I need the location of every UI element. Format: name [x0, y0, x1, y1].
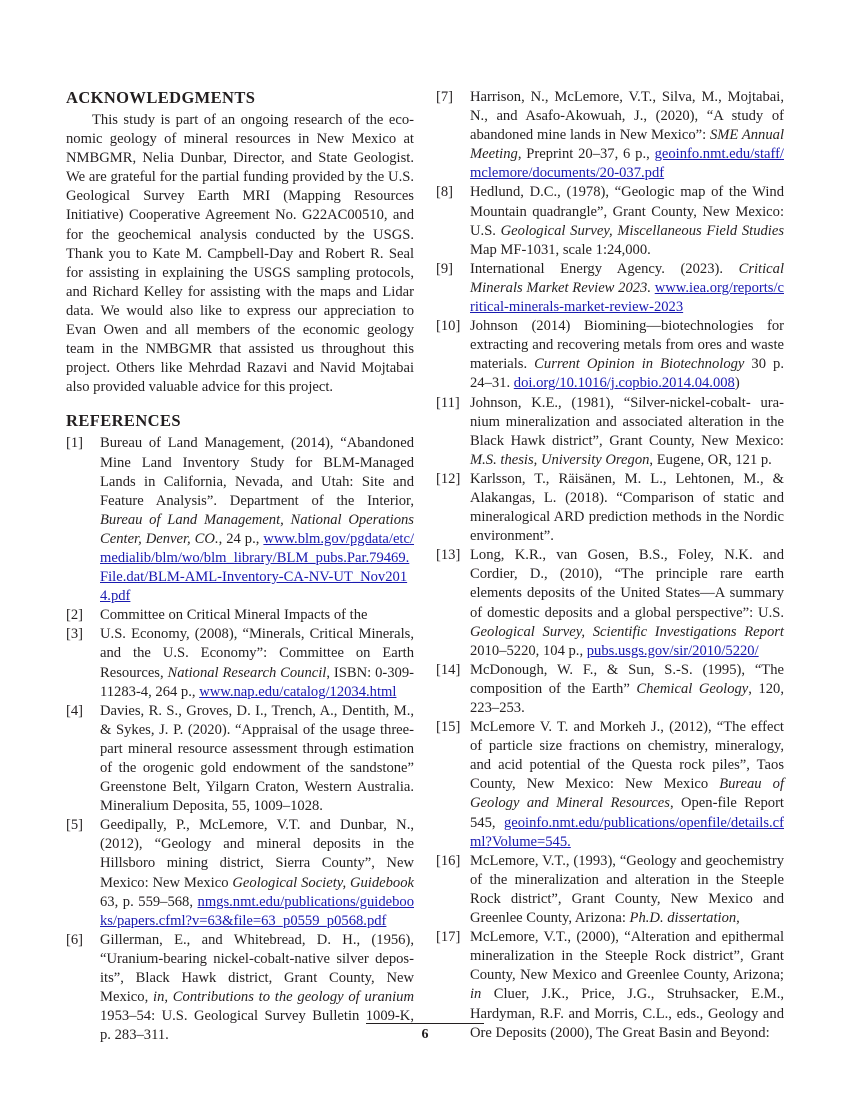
reference-number: [4]	[66, 702, 84, 719]
reference-text: Davies, R. S., Groves, D. I., Trench, A., Dentith, M., & Sykes, J. P. (2020). “Appraisal of the usage three-part mineral resource assessment through estimation of the orogenic gold endowment of the sandstone” Greenstone Belt, Yilgarn Craton, Western Australia. Mineralium Deposita, 55, 1009–1028.	[100, 702, 414, 815]
reference-italic-title: Ph.D. dissertation	[629, 910, 737, 927]
reference-entry	[436, 546, 784, 661]
reference-text-cont: 63, p. 559–568,	[100, 893, 198, 910]
reference-link[interactable]: nmgs.nmt.edu/publications/guidebooks/papers.cfml?v=63&file=63_p0559_p0568.pdf	[100, 893, 414, 929]
reference-entry	[436, 928, 784, 1043]
reference-text-cont: Map MF-1031, scale 1:24,000.	[470, 241, 651, 258]
page-number: 6	[421, 1027, 429, 1042]
reference-number: [2]	[66, 607, 84, 624]
reference-number: [1]	[66, 435, 84, 452]
reference-number: [5]	[66, 817, 84, 834]
reference-text: McLemore V. T. and Morkeh J., (2012), “The effect of particle size fractions on chemistry, mineralogy, and acid potential of the Questa rock piles”, Taos County, New Mexico: New Mexico	[470, 719, 784, 793]
reference-italic-title: Current Opinion in Biotechnology	[534, 356, 745, 373]
reference-text: Johnson (2014) Biomining—biotechnologies for extracting and recovering metals from ores and waste materials.	[470, 318, 784, 373]
reference-entry	[66, 625, 414, 701]
reference-text-cont: , Preprint 20–37, 6 p.,	[517, 146, 655, 163]
reference-text: Long, K.R., van Gosen, B.S., Foley, N.K. and Cordier, D., (2010), “The principle rare earth elements deposits of the United States—A summary of domestic deposits and a global perspective”: U.S.	[470, 547, 784, 621]
reference-text-cont: 30 p. 24–31.	[470, 356, 784, 392]
reference-text: Bureau of Land Management, (2014), “Abandoned Mine Land Inventory Study for BLM-Managed Lands in California, Nevada, and Utah: Site and Feature Analysis”. Department of the Interior,	[100, 435, 414, 509]
reference-entry	[436, 394, 784, 470]
reference-number: [10]	[436, 318, 461, 335]
reference-italic-title: Chemical Geology	[636, 680, 749, 697]
reference-entry	[436, 718, 784, 852]
reference-entry	[66, 702, 414, 817]
reference-italic-title: Bureau of Geology and Mineral Resources	[470, 776, 784, 812]
reference-text: McLemore, V.T., (2000), “Alteration and epithermal mineralization in the Steeple Rock district”, Grant County, New Mexico and Greenlee County, Arizona;	[470, 929, 784, 984]
footer-rule	[366, 1023, 484, 1024]
reference-link[interactable]: doi.org/10.1016/j.copbio.2014.04.008	[513, 375, 735, 392]
reference-text: Gillerman, E., and Whitebread, D. H., (1956), “Uranium-bearing nickel-cobalt-native silver deposits”, Black Hawk district, Grant County, New Mexico,	[100, 931, 414, 1006]
reference-number: [8]	[436, 184, 454, 201]
reference-italic-title: Geological Society, Guidebook	[232, 874, 414, 891]
reference-text: U.S. Economy, (2008), “Minerals, Critical Minerals, and the U.S. Economy”: Committee on Earth Resources,	[100, 626, 414, 681]
reference-text: Harrison, N., McLemore, V.T., Silva, M., Mojtabai, N., and Asafo-Akowuah, J., (2020), “A study of abandoned mine lands in New Mexico”:	[470, 89, 784, 144]
reference-number: [16]	[436, 852, 461, 869]
reference-entry	[66, 931, 414, 1046]
reference-number: [7]	[436, 89, 454, 105]
reference-italic-title: National Research Council	[167, 664, 327, 681]
left-column	[66, 88, 414, 1045]
reference-text: Committee on Critical Mineral Impacts of the	[100, 607, 368, 624]
reference-number: [3]	[66, 626, 84, 643]
reference-italic-title: in, Contributions to the geology of uranium	[153, 989, 414, 1006]
reference-entry	[436, 183, 784, 259]
reference-entry	[436, 317, 784, 393]
reference-text-end: )	[734, 375, 740, 392]
acknowledgments-heading: ACKNOWLEDGMENTS	[66, 88, 256, 107]
reference-number: [14]	[436, 661, 461, 678]
acknowledgments-body: This study is part of an ongoing research of the economic geology of mineral resources in New Mexico at NMBGMR, Nelia Dunbar, Director, and State Geologist. We are grateful for the partial funding provided by the U.S. Geological Survey Earth MRI (Mapping Resources Initiative) Cooperative Agreement No. G22AC00510, and for the geochemical analysis conducted by the USGS. Thank you to Kate M. Campbell-Day and Robert R. Seal for assisting in explaining the USGS sampling protocols, and Richard Kelley for assisting with the maps and Lidar data. We would also like to express our appreciation to Evan Owen and all members of the economic geology team in the NMBGMR that assisted us throughout this project. Others like Mehrdad Razavi and Navid Mojtabai also provided valuable advice for this project.	[66, 112, 414, 396]
reference-list-right	[436, 88, 784, 1043]
right-column	[436, 88, 784, 1043]
reference-number: [9]	[436, 260, 454, 277]
reference-entry	[436, 470, 784, 546]
reference-number: [17]	[436, 929, 461, 946]
reference-entry	[436, 260, 784, 317]
reference-text-cont: , 24 p.,	[218, 530, 264, 547]
reference-text-cont: , Eugene, OR, 121 p.	[649, 451, 772, 468]
reference-italic-title: Critical Minerals Market Review 2023.	[470, 260, 784, 296]
reference-number: [6]	[66, 931, 84, 948]
reference-number: [15]	[436, 719, 461, 736]
reference-link[interactable]: pubs.usgs.gov/sir/2010/5220/	[586, 642, 759, 659]
reference-italic-title: Geological Survey, Miscellaneous Field Studies	[500, 222, 784, 239]
reference-text-cont: , ISBN: 0-309-11283-4, 264 p.,	[100, 664, 414, 700]
reference-text-cont: , 120, 223–253.	[470, 680, 784, 716]
reference-list-left	[66, 434, 414, 1045]
reference-link[interactable]: www.iea.org/reports/critical-minerals-market-review-2023	[470, 279, 784, 316]
reference-number: [13]	[436, 547, 461, 564]
reference-text: Geedipally, P., McLemore, V.T. and Dunbar, N., (2012), “Geology and mineral deposits in the Hillsboro mining district, Sierra County”, New Mexico: New Mexico	[100, 817, 414, 891]
reference-entry	[66, 434, 414, 606]
reference-italic-title: Geological Survey, Scientific Investigations Report	[470, 623, 784, 640]
reference-number: [12]	[436, 470, 461, 487]
reference-link[interactable]: geoinfo.nmt.edu/publications/openfile/details.cfml?Volume=545.	[470, 814, 784, 850]
reference-entry	[436, 88, 784, 183]
reference-text: McDonough, W. F., & Sun, S.-S. (1995), “The composition of the Earth”	[470, 661, 784, 697]
reference-entry	[436, 852, 784, 928]
reference-italic-title: SME Annual Meeting	[470, 127, 785, 163]
reference-italic-title: in	[470, 986, 482, 1003]
reference-text-cont: Cluer, J.K., Price, J.G., Struhsacker, E.M., Hardyman, R.F. and Morris, C.L., eds., Geology and Ore Deposits (2000), The Great Basin and Beyond:	[470, 986, 784, 1041]
reference-text: McLemore, V.T., (1993), “Geology and geochemistry of the mineralization and alteration in the Steeple Rock district”, Grant County, New Mexico and Greenlee County, Arizona:	[470, 852, 784, 927]
reference-text-cont: , Open-file Report 545,	[470, 795, 784, 831]
reference-text: Karlsson, T., Räisänen, M. L., Lehtonen, M., & Alakangas, L. (2018). “Comparison of static and mineralogical ARD prediction methods in the Nordic environment”.	[470, 470, 784, 545]
reference-entry	[66, 606, 414, 625]
reference-number: [11]	[436, 394, 460, 411]
reference-entry	[66, 816, 414, 931]
reference-italic-title: Bureau of Land Management, National Operations Center, Denver, CO.	[100, 511, 414, 547]
reference-link[interactable]: www.blm.gov/pgdata/etc/medialib/blm/wo/blm_library/BLM_pubs.Par.79469.File.dat/BLM-AML-Inventory-CA-NV-UT_Nov2014.pdf	[100, 530, 415, 605]
reference-italic-title: M.S. thesis, University Oregon	[470, 451, 650, 468]
reference-text: Johnson, K.E., (1981), “Silver-nickel-cobalt- uranium mineralization and associated alteration in the Black Hawk district”, Grant County, New Mexico:	[470, 394, 784, 449]
reference-text: Hedlund, D.C., (1978), “Geologic map of the Wind Mountain quadrangle”, Grant County, New Mexico: U.S.	[470, 184, 784, 239]
reference-text-cont: ,	[736, 910, 740, 927]
reference-text-cont: 2010–5220, 104 p.,	[470, 642, 587, 659]
reference-link[interactable]: geoinfo.nmt.edu/staff/mclemore/documents/20-037.pdf	[470, 146, 784, 182]
reference-entry	[436, 661, 784, 718]
references-heading: REFERENCES	[66, 411, 181, 431]
reference-link[interactable]: www.nap.edu/catalog/12034.html	[199, 683, 397, 700]
reference-text: International Energy Agency. (2023).	[470, 260, 739, 277]
reference-text-cont: 1953–54: U.S. Geological Survey Bulletin 1009-K, p. 283–311.	[100, 1008, 414, 1044]
